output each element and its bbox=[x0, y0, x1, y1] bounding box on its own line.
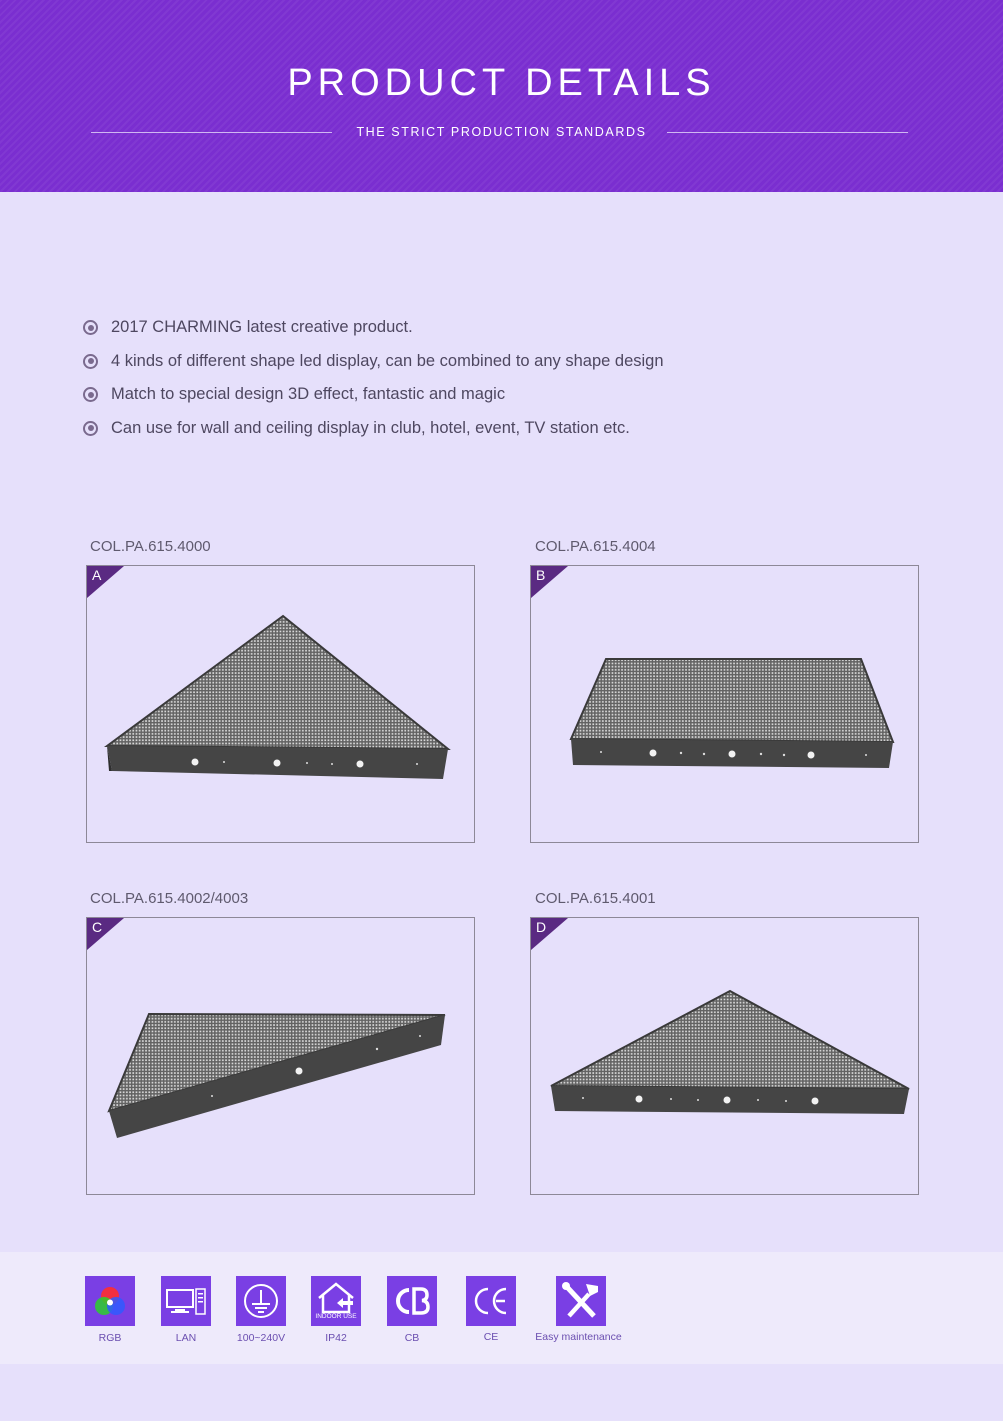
wide-triangle-led-panel-image bbox=[531, 918, 919, 1195]
product-letter-d: D bbox=[536, 919, 547, 935]
product-code-b: COL.PA.615.4004 bbox=[535, 538, 656, 555]
product-card-c bbox=[86, 917, 475, 1195]
feature-item: Match to special design 3D effect, fantastic and magic bbox=[82, 378, 664, 412]
feature-item: Can use for wall and ceiling display in club, hotel, event, TV station etc. bbox=[82, 412, 664, 446]
radio-bullet-icon bbox=[83, 421, 98, 436]
radio-bullet-icon bbox=[83, 320, 98, 335]
product-letter-c: C bbox=[92, 919, 103, 935]
cb-icon bbox=[387, 1276, 437, 1326]
ce-icon bbox=[466, 1276, 516, 1326]
voltage-label: 100~240V bbox=[236, 1332, 286, 1344]
rgb-label: RGB bbox=[98, 1332, 122, 1344]
easy-maintenance-label: Easy maintenance bbox=[535, 1331, 622, 1343]
tools-icon bbox=[556, 1276, 606, 1326]
lan-icon bbox=[161, 1276, 211, 1326]
product-letter-b: B bbox=[536, 567, 546, 583]
divider-right bbox=[667, 132, 908, 133]
page-title: PRODUCT DETAILS bbox=[287, 62, 716, 104]
cb-label: CB bbox=[404, 1332, 420, 1344]
feature-item: 2017 CHARMING latest creative product. bbox=[82, 311, 664, 345]
indoor-use-badge-text: INDOOR USE bbox=[315, 1313, 357, 1320]
product-code-c: COL.PA.615.4002/4003 bbox=[90, 890, 249, 907]
product-letter-a: A bbox=[92, 567, 102, 583]
rectangle-led-panel-image bbox=[531, 566, 919, 843]
lan-label: LAN bbox=[175, 1332, 197, 1344]
triangle-led-panel-image bbox=[87, 566, 475, 843]
product-card-d bbox=[530, 917, 919, 1195]
page-subtitle: THE STRICT PRODUCTION STANDARDS bbox=[356, 125, 647, 139]
ce-label: CE bbox=[483, 1331, 499, 1343]
radio-bullet-icon bbox=[83, 354, 98, 369]
product-card-b bbox=[530, 565, 919, 843]
indoor-use-icon bbox=[311, 1276, 361, 1326]
ip42-label: IP42 bbox=[325, 1332, 347, 1344]
header-banner bbox=[0, 0, 1003, 192]
side-triangle-led-panel-image bbox=[87, 918, 475, 1195]
feature-item: 4 kinds of different shape led display, can be combined to any shape design bbox=[82, 345, 664, 379]
product-code-d: COL.PA.615.4001 bbox=[535, 890, 656, 907]
rgb-icon bbox=[85, 1276, 135, 1326]
radio-bullet-icon bbox=[83, 387, 98, 402]
feature-list bbox=[82, 311, 664, 445]
power-icon bbox=[236, 1276, 286, 1326]
product-code-a: COL.PA.615.4000 bbox=[90, 538, 211, 555]
product-card-a bbox=[86, 565, 475, 843]
